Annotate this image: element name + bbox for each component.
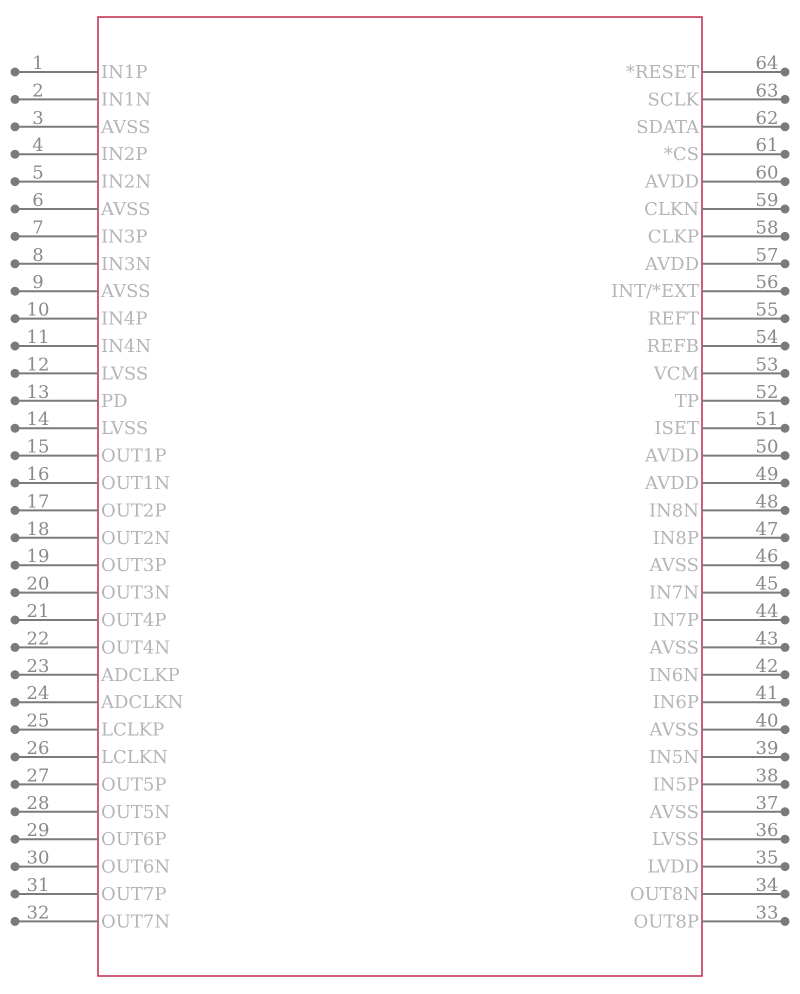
pin-10 bbox=[11, 300, 148, 330]
pin-number: 36 bbox=[755, 820, 779, 842]
pin-number: 57 bbox=[755, 244, 779, 266]
pin-25 bbox=[11, 711, 165, 741]
pin-endpoint-dot bbox=[781, 451, 790, 460]
pin-endpoint-dot bbox=[781, 807, 790, 816]
pin-52 bbox=[675, 382, 790, 412]
pin-number: 25 bbox=[26, 710, 50, 732]
pin-endpoint-dot bbox=[11, 890, 20, 899]
pin-name: SDATA bbox=[636, 116, 699, 138]
pin-name: LVSS bbox=[101, 418, 149, 440]
pin-endpoint-dot bbox=[781, 424, 790, 433]
pin-endpoint-dot bbox=[781, 698, 790, 707]
pin-number: 59 bbox=[755, 190, 779, 211]
pin-endpoint-dot bbox=[11, 643, 20, 652]
pin-number: 33 bbox=[755, 902, 779, 924]
pin-endpoint-dot bbox=[781, 917, 790, 926]
pin-name: REFT bbox=[647, 308, 699, 330]
pin-name: IN4P bbox=[101, 308, 148, 330]
pin-number: 50 bbox=[755, 436, 779, 458]
pin-59 bbox=[644, 190, 789, 220]
pin-number: 38 bbox=[755, 765, 779, 787]
pin-54 bbox=[647, 327, 790, 357]
pin-name: AVSS bbox=[649, 719, 699, 741]
pin-endpoint-dot bbox=[11, 451, 20, 460]
pin-endpoint-dot bbox=[781, 479, 790, 488]
pin-number: 16 bbox=[26, 464, 50, 485]
pin-62 bbox=[636, 108, 789, 138]
pin-name: AVDD bbox=[645, 171, 699, 193]
pin-33 bbox=[634, 902, 790, 932]
left-pin-group bbox=[11, 53, 184, 932]
pin-number: 61 bbox=[755, 135, 779, 157]
pin-endpoint-dot bbox=[781, 670, 790, 679]
pin-name: IN6N bbox=[648, 664, 699, 686]
pin-number: 47 bbox=[755, 518, 779, 540]
pin-name: AVSS bbox=[101, 116, 151, 138]
pin-46 bbox=[649, 546, 790, 576]
pin-endpoint-dot bbox=[11, 205, 20, 214]
pin-endpoint-dot bbox=[11, 670, 20, 679]
pin-name: *RESET bbox=[625, 62, 699, 83]
pin-name: OUT7P bbox=[101, 884, 167, 905]
pin-30 bbox=[11, 848, 171, 878]
pin-endpoint-dot bbox=[781, 725, 790, 734]
pin-34 bbox=[630, 875, 790, 905]
pin-name: OUT6N bbox=[101, 856, 171, 878]
pin-name: LCLKN bbox=[101, 747, 168, 768]
pin-name: OUT4P bbox=[101, 610, 167, 631]
pin-3 bbox=[11, 108, 151, 138]
pin-23 bbox=[11, 656, 180, 686]
pin-number: 13 bbox=[26, 381, 50, 403]
pin-number: 55 bbox=[755, 299, 779, 321]
pin-name: REFB bbox=[646, 336, 699, 357]
pin-number: 11 bbox=[26, 327, 50, 348]
pin-55 bbox=[648, 300, 790, 330]
pin-11 bbox=[11, 327, 152, 357]
pin-name: ADCLKP bbox=[101, 664, 180, 686]
pin-endpoint-dot bbox=[781, 506, 790, 515]
right-pin-group bbox=[611, 53, 789, 932]
pin-name: CLKN bbox=[644, 199, 699, 220]
pin-number: 37 bbox=[755, 792, 779, 814]
pin-56 bbox=[611, 272, 789, 302]
pin-number: 9 bbox=[32, 272, 44, 294]
pin-47 bbox=[653, 519, 790, 549]
pin-endpoint-dot bbox=[781, 232, 790, 241]
pin-number: 46 bbox=[755, 546, 779, 568]
pin-endpoint-dot bbox=[11, 68, 20, 77]
pin-endpoint-dot bbox=[781, 68, 790, 77]
pin-number: 42 bbox=[755, 655, 779, 677]
pin-endpoint-dot bbox=[781, 95, 790, 104]
pin-number: 43 bbox=[755, 628, 779, 650]
pin-endpoint-dot bbox=[781, 122, 790, 131]
pin-name: AVDD bbox=[645, 253, 699, 275]
pin-name: IN7N bbox=[648, 582, 699, 604]
pin-number: 17 bbox=[26, 491, 50, 513]
pin-35 bbox=[647, 848, 789, 878]
pin-endpoint-dot bbox=[781, 780, 790, 789]
pin-name: INT/*EXT bbox=[611, 281, 699, 303]
pin-27 bbox=[11, 765, 167, 795]
pin-name: OUT2P bbox=[101, 500, 167, 522]
pin-endpoint-dot bbox=[11, 479, 20, 488]
pin-43 bbox=[649, 628, 790, 658]
pin-name: IN3N bbox=[101, 253, 152, 275]
pin-name: OUT1P bbox=[101, 445, 167, 467]
pin-endpoint-dot bbox=[11, 698, 20, 707]
pin-number: 53 bbox=[755, 354, 779, 376]
pin-8 bbox=[11, 245, 152, 275]
pin-number: 6 bbox=[32, 190, 44, 211]
pin-name: IN6P bbox=[652, 692, 699, 714]
pin-endpoint-dot bbox=[781, 396, 790, 405]
pin-39 bbox=[649, 738, 790, 768]
pin-number: 62 bbox=[755, 107, 779, 129]
pin-endpoint-dot bbox=[11, 342, 20, 351]
pin-number: 44 bbox=[755, 601, 779, 622]
pin-number: 40 bbox=[755, 710, 779, 732]
pin-name: OUT8P bbox=[633, 911, 699, 933]
pin-number: 27 bbox=[26, 765, 50, 787]
pin-6 bbox=[11, 190, 151, 220]
pin-number: 4 bbox=[32, 135, 44, 157]
pin-14 bbox=[11, 409, 149, 439]
pin-number: 14 bbox=[26, 409, 50, 431]
pin-name: IN2N bbox=[101, 171, 152, 193]
pin-number: 22 bbox=[26, 628, 50, 650]
pin-number: 39 bbox=[755, 738, 779, 759]
pin-15 bbox=[11, 437, 167, 467]
pin-48 bbox=[649, 491, 790, 521]
pin-name: IN1N bbox=[101, 89, 152, 111]
pin-name: IN2P bbox=[101, 144, 148, 166]
pin-4 bbox=[11, 135, 148, 165]
pin-51 bbox=[654, 409, 789, 439]
pin-endpoint-dot bbox=[11, 287, 20, 296]
pin-32 bbox=[11, 902, 171, 932]
pin-endpoint-dot bbox=[781, 369, 790, 378]
pin-endpoint-dot bbox=[11, 150, 20, 159]
pin-name: SCLK bbox=[647, 89, 699, 111]
pin-41 bbox=[653, 683, 790, 713]
pin-19 bbox=[11, 546, 167, 576]
pin-31 bbox=[11, 875, 167, 905]
pin-endpoint-dot bbox=[781, 150, 790, 159]
pin-endpoint-dot bbox=[11, 862, 20, 871]
pin-endpoint-dot bbox=[11, 533, 20, 542]
pin-28 bbox=[11, 793, 171, 823]
pin-name: LVSS bbox=[651, 829, 699, 851]
pin-endpoint-dot bbox=[11, 725, 20, 734]
pin-name: ADCLKN bbox=[101, 692, 184, 714]
pin-number: 24 bbox=[26, 683, 50, 705]
pin-name: CLKP bbox=[647, 226, 699, 248]
pin-57 bbox=[644, 245, 789, 275]
pin-endpoint-dot bbox=[781, 561, 790, 570]
pin-number: 48 bbox=[755, 491, 779, 513]
pin-9 bbox=[11, 272, 151, 302]
pin-name: IN5P bbox=[652, 774, 699, 796]
pin-name: OUT3N bbox=[101, 582, 171, 604]
pin-endpoint-dot bbox=[781, 588, 790, 597]
pin-name: IN7P bbox=[652, 610, 699, 631]
pin-endpoint-dot bbox=[781, 835, 790, 844]
pin-number: 30 bbox=[26, 847, 50, 869]
pin-64 bbox=[626, 53, 790, 83]
pin-number: 1 bbox=[32, 53, 44, 74]
pin-37 bbox=[649, 793, 790, 823]
pin-endpoint-dot bbox=[781, 616, 790, 625]
pin-endpoint-dot bbox=[11, 588, 20, 597]
pin-number: 21 bbox=[26, 601, 50, 622]
pin-endpoint-dot bbox=[11, 314, 20, 323]
pin-20 bbox=[11, 574, 171, 604]
pin-name: OUT3P bbox=[101, 555, 167, 577]
pin-endpoint-dot bbox=[781, 342, 790, 351]
pin-endpoint-dot bbox=[11, 753, 20, 762]
pin-38 bbox=[653, 765, 790, 795]
pin-name: LVSS bbox=[101, 363, 149, 385]
pin-number: 20 bbox=[26, 573, 50, 595]
pin-18 bbox=[11, 519, 171, 549]
pin-number: 45 bbox=[755, 573, 779, 595]
pin-number: 23 bbox=[26, 655, 50, 677]
pin-5 bbox=[11, 163, 152, 193]
pin-name: OUT8N bbox=[629, 884, 699, 905]
pin-44 bbox=[653, 601, 790, 631]
pin-endpoint-dot bbox=[781, 177, 790, 186]
pin-number: 54 bbox=[755, 327, 779, 348]
pin-number: 56 bbox=[755, 272, 779, 294]
pin-number: 29 bbox=[26, 820, 50, 842]
pin-number: 52 bbox=[755, 381, 779, 403]
pin-number: 2 bbox=[32, 80, 44, 102]
pin-name: AVSS bbox=[649, 801, 699, 823]
pin-number: 63 bbox=[755, 80, 779, 102]
pin-number: 60 bbox=[755, 162, 779, 184]
pin-name: AVDD bbox=[645, 445, 699, 467]
pin-26 bbox=[11, 738, 168, 768]
pin-13 bbox=[11, 382, 128, 412]
pin-1 bbox=[11, 53, 148, 83]
pin-endpoint-dot bbox=[11, 780, 20, 789]
pin-endpoint-dot bbox=[11, 835, 20, 844]
pin-name: OUT4N bbox=[101, 637, 171, 659]
pin-number: 51 bbox=[755, 409, 779, 431]
pin-number: 7 bbox=[32, 217, 44, 239]
pin-number: 12 bbox=[26, 354, 50, 376]
pin-name: OUT5P bbox=[101, 774, 167, 796]
pin-17 bbox=[11, 491, 167, 521]
pin-endpoint-dot bbox=[11, 177, 20, 186]
pin-endpoint-dot bbox=[11, 95, 20, 104]
pin-name: OUT1N bbox=[101, 473, 171, 494]
pin-16 bbox=[11, 464, 171, 494]
pin-60 bbox=[644, 163, 789, 193]
pin-number: 19 bbox=[26, 546, 50, 568]
pin-name: AVSS bbox=[649, 637, 699, 659]
pin-45 bbox=[649, 574, 790, 604]
pin-42 bbox=[649, 656, 790, 686]
pin-name: IN8N bbox=[648, 500, 699, 522]
pin-number: 15 bbox=[26, 436, 50, 458]
pin-endpoint-dot bbox=[781, 259, 790, 268]
pin-58 bbox=[648, 217, 790, 247]
pin-49 bbox=[644, 464, 789, 494]
pin-50 bbox=[644, 437, 789, 467]
pin-12 bbox=[11, 354, 149, 384]
pin-number: 8 bbox=[32, 244, 44, 266]
pin-63 bbox=[647, 80, 789, 110]
pin-endpoint-dot bbox=[781, 890, 790, 899]
pin-endpoint-dot bbox=[11, 616, 20, 625]
pin-name: OUT6P bbox=[101, 829, 167, 851]
pin-name: OUT2N bbox=[101, 527, 171, 549]
pin-name: LVDD bbox=[647, 856, 699, 878]
pin-name: IN3P bbox=[101, 226, 148, 248]
pin-name: ISET bbox=[654, 418, 699, 440]
pin-endpoint-dot bbox=[781, 314, 790, 323]
pin-endpoint-dot bbox=[781, 287, 790, 296]
pin-endpoint-dot bbox=[11, 807, 20, 816]
pin-endpoint-dot bbox=[781, 862, 790, 871]
pin-name: IN8P bbox=[652, 527, 699, 549]
pin-endpoint-dot bbox=[11, 122, 20, 131]
pin-endpoint-dot bbox=[781, 643, 790, 652]
pin-name: VCM bbox=[653, 363, 699, 385]
ic-body-outline bbox=[98, 17, 702, 976]
pin-endpoint-dot bbox=[11, 232, 20, 241]
pin-24 bbox=[11, 683, 184, 713]
pin-29 bbox=[11, 820, 167, 850]
pin-number: 41 bbox=[755, 683, 779, 705]
pin-number: 18 bbox=[26, 518, 50, 540]
pin-number: 49 bbox=[755, 464, 779, 485]
pin-number: 31 bbox=[26, 875, 50, 896]
pin-name: AVSS bbox=[649, 555, 699, 577]
pin-endpoint-dot bbox=[11, 561, 20, 570]
pin-endpoint-dot bbox=[11, 424, 20, 433]
pin-61 bbox=[664, 135, 790, 165]
pin-endpoint-dot bbox=[781, 753, 790, 762]
pin-endpoint-dot bbox=[11, 259, 20, 268]
pin-name: TP bbox=[674, 390, 699, 412]
pin-number: 28 bbox=[26, 792, 50, 814]
pin-40 bbox=[649, 711, 790, 741]
pin-name: AVSS bbox=[101, 281, 151, 303]
pin-number: 64 bbox=[755, 53, 779, 74]
pin-number: 5 bbox=[32, 162, 44, 184]
pin-7 bbox=[11, 217, 148, 247]
pin-endpoint-dot bbox=[781, 205, 790, 214]
pin-number: 58 bbox=[755, 217, 779, 239]
pin-name: IN1P bbox=[101, 62, 148, 83]
pin-22 bbox=[11, 628, 171, 658]
pin-endpoint-dot bbox=[781, 533, 790, 542]
pin-number: 34 bbox=[755, 875, 779, 896]
pin-number: 26 bbox=[26, 738, 50, 759]
pin-number: 32 bbox=[26, 902, 50, 924]
pin-name: AVDD bbox=[645, 473, 699, 494]
pin-36 bbox=[652, 820, 790, 850]
pin-name: *CS bbox=[663, 144, 699, 166]
pin-number: 35 bbox=[755, 847, 779, 869]
pin-number: 10 bbox=[26, 299, 50, 321]
pin-name: AVSS bbox=[101, 199, 151, 220]
pin-name: IN5N bbox=[648, 747, 699, 768]
pin-name: PD bbox=[101, 390, 128, 412]
pin-name: OUT5N bbox=[101, 801, 171, 823]
pin-21 bbox=[11, 601, 167, 631]
pin-endpoint-dot bbox=[11, 369, 20, 378]
pin-name: OUT7N bbox=[101, 911, 171, 933]
pin-name: LCLKP bbox=[101, 719, 165, 741]
pin-name: IN4N bbox=[101, 336, 152, 357]
pin-endpoint-dot bbox=[11, 917, 20, 926]
pin-2 bbox=[11, 80, 152, 110]
pin-endpoint-dot bbox=[11, 396, 20, 405]
pin-endpoint-dot bbox=[11, 506, 20, 515]
pin-number: 3 bbox=[32, 107, 44, 129]
pin-53 bbox=[653, 354, 790, 384]
